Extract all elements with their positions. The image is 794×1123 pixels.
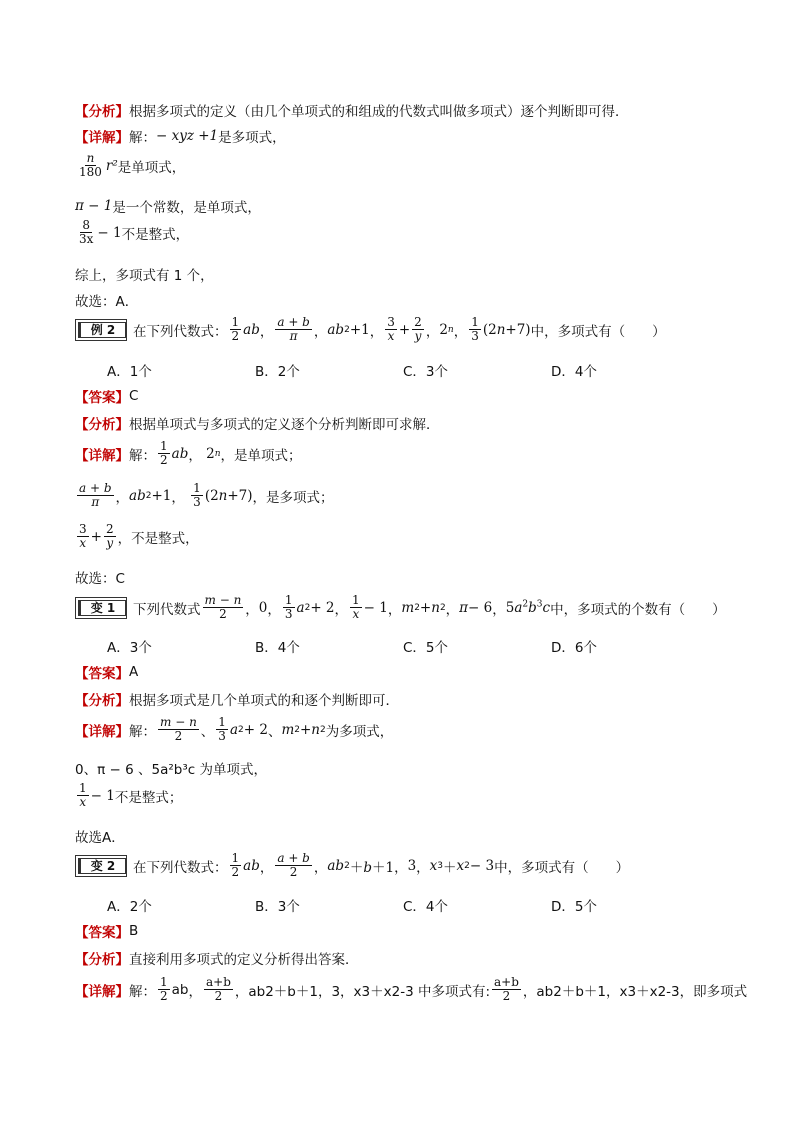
detail-line-2: $\frac{n}{180}$ r² 是单项式， [79,151,186,179]
variant2-stem: 变 2 在下列代数式： $\frac{1}{2}$ ab ， $\frac{a + b}{2}$ ， ab 2 ＋b＋1 ， 3 ， x 3 ＋ x 2 − 3 中，多项式有（ ） [75,852,629,879]
variant-label-box: 变 1 [75,597,127,619]
summary-line: 综上，多项式有 1 个， [75,268,214,284]
detail-line-v1-1: 【详解】 解： $\frac{m - n}{2}$ 、 $\frac{1}{3}$ a 2 + 2 、 m 2 + n 2 为多项式， [75,715,394,743]
example2-options [107,360,699,380]
answer-line-v2: 【答案】 B [75,923,139,941]
answer-line: 【答案】 C [75,388,139,406]
analysis-text: 根据多项式的定义（由几个单项式的和组成的代数式叫做多项式）逐个判断即可得． [129,104,629,120]
option-d: D．4个 [551,364,597,380]
fraction: $\frac{8}{3x}$ [79,218,94,246]
variant-label-box: 变 2 [75,855,127,877]
detail-line-3: π − 1 是一个常数，是单项式， [75,198,261,216]
detail-tag: 【详解】 [75,130,129,146]
choice-line: 故选：A． [75,294,139,310]
option-d: D．5个 [551,899,597,915]
detail-line-ex2-2: $\frac{a + b}{\pi}$ ， ab 2 +1 ， $\frac{1}{3}$ (2n+7) ，是多项式； [79,481,334,509]
example2-stem: 例 2 在下列代数式： $\frac{1}{2}$ ab ， $\frac{a + b}{\pi}$ ， ab 2 +1 ， $\frac{3}{x}$ + $\frac{2}{y}$ ， 2 n ， $\frac{1}{3}$ (2n+7) 中，多项式有（ ） [75,316,666,343]
analysis-tag: 【分析】 [75,104,129,120]
option-b: B．2个 [255,364,300,380]
detail-line-4: $\frac{8}{3x}$ − 1 不是整式， [79,218,190,246]
analysis-line-v2: 【分析】 直接利用多项式的定义分析得出答案． [75,952,359,968]
math-expr: − xyz +1 [156,128,219,144]
detail-line-v2: 【详解】 解： $\frac{1}{2}$ ab ， $\frac{a+b}{2}$ ，ab2＋b＋1，3，x3＋x2-3 中多项式有: $\frac{a+b}{2}$ ，ab2＋b＋1，x3＋x2-3，即多项式 [75,975,748,1003]
option-c: C．4个 [403,899,449,915]
option-c: C．3个 [403,364,449,380]
variant1-options [107,636,699,656]
detail-line-ex2-3: $\frac{3}{x}$ + $\frac{2}{y}$ ，不是整式， [79,522,199,550]
choice-line-ex2: 故选：C [75,571,125,587]
choice-line-v1: 故选A． [75,830,125,846]
detail-line-v1-2: 0、π − 6 、5a²b³c 为单项式， [75,762,267,778]
option-c: C．5个 [403,640,449,656]
option-a: A．2个 [107,899,152,915]
option-b: B．4个 [255,640,300,656]
detail-line-1: 【详解】 解： − xyz +1 是多项式， [75,128,286,146]
detail-line-v1-3: $\frac{1}{x}$ − 1 不是整式； [79,781,183,809]
analysis-line-2: 【分析】 根据单项式与多项式的定义逐个分析判断即可求解． [75,417,440,433]
analysis-line-v1: 【分析】 根据多项式是几个单项式的和逐个判断即可． [75,693,399,709]
option-b: B．3个 [255,899,300,915]
variant2-options [107,895,699,915]
fraction: $\frac{n}{180}$ [79,151,102,179]
option-a: A．3个 [107,640,152,656]
answer-line-v1: 【答案】 A [75,664,139,682]
option-d: D．6个 [551,640,597,656]
option-a: A．1个 [107,364,152,380]
detail-line-ex2-1: 【详解】 解： $\frac{1}{2}$ ab ， 2 n ，是单项式； [75,439,302,467]
variant1-stem: 变 1 下列代数式 $\frac{m - n}{2}$ ， 0 ， $\frac{1}{3}$ a 2 + 2 ， $\frac{1}{x}$ − 1 ， m 2 + n 2 ， π − 6 ， $5a^2b^3c$ 中，多项式的个数有（ ） [75,594,726,621]
example-label-box: 例 2 [75,319,127,341]
analysis-line-1 [75,100,629,120]
